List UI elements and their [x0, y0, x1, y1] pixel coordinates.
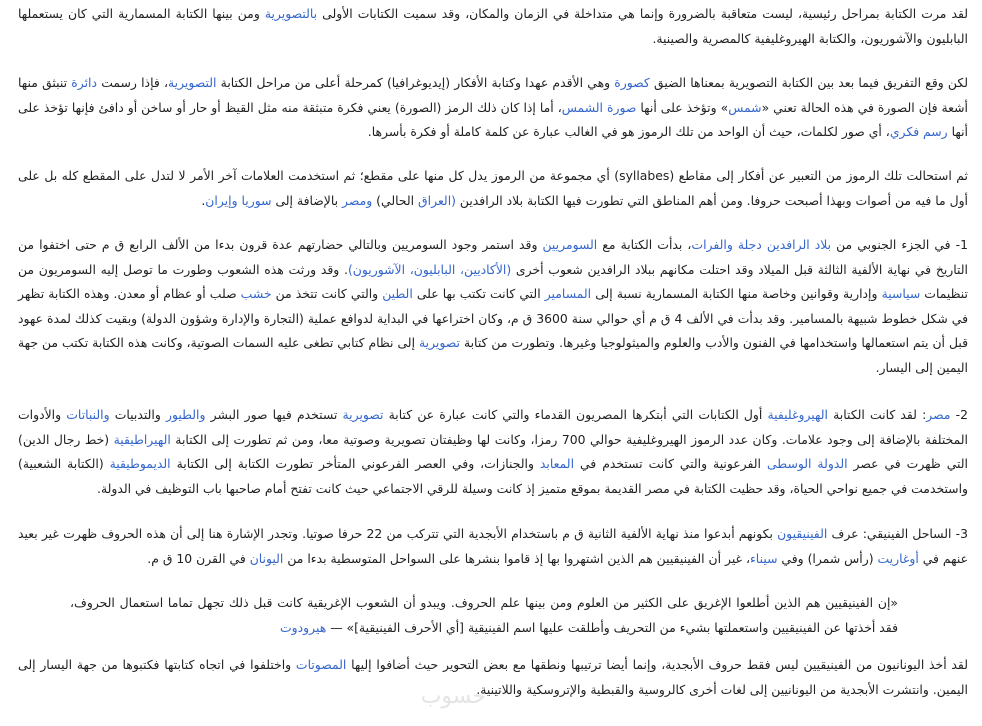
text: لقد مرت الكتابة بمراحل رئيسية، ليست متعاقبة بالضرورة وإنما هي متداخلة في الزمان والمكان، وقد سميت الكتابات الأولى	[317, 6, 969, 21]
link-akkadians[interactable]: (الأكاديين، البابليون، الآشوريون)	[347, 261, 512, 277]
text: 1- في الجزء الجنوبي من	[831, 237, 969, 252]
text: ثم استحالت تلك الرموز من التعبير عن أفكار إلى مقاطع (syllabes) أي مجموعة من الرموز يدل كل منها على مقطع؛ ثم استخدمت العلامات آخر الأمر لا لتدل على المقطع كله بل على أول ما فيه من أصوات وبهذا أصبحت حروفا. ومن أهم المناطق التي تطورت فيها الكتابة بلاد الرافدين	[18, 168, 968, 208]
text: » وتؤخذ على أنها	[636, 99, 729, 115]
text: ، فإذا رسمت	[97, 75, 168, 90]
text: ، غير أن الفينيقيين هم الذين اشتهروا بها إذ قاموا بنشرها على السواحل المتوسطية بدءا من	[283, 550, 750, 566]
link-mesopotamia[interactable]: بلاد الرافدين	[766, 237, 832, 252]
link-iran[interactable]: وإيران	[205, 192, 238, 208]
link-birds[interactable]: والطيور	[165, 407, 206, 422]
text: أول الكتابات التي أبتكرها المصريون القدماء والتي كانت عبارة عن كتابة	[383, 407, 768, 422]
paragraph-syllables	[18, 164, 968, 213]
text: في القرن 10 ق م.	[147, 550, 250, 566]
text: إلى نظام كتابي تطغى عليه السمات الصوتية، وكانت هذه الكتابة تكتب من جهة اليمين إلى اليسار.	[18, 335, 968, 375]
text: ، أي صور لكلمات، حيث أن الواحد من تلك الرموز هو في الغالب عبارة عن كلمة كاملة أو فكرة بأسرها.	[367, 124, 890, 139]
link-sumerians[interactable]: السومريين	[542, 237, 598, 252]
link-tigris-euphrates[interactable]: دجلة والفرات	[691, 237, 762, 252]
link-egypt[interactable]: مصر	[926, 407, 951, 422]
link-demotic[interactable]: الديموطيقية	[109, 456, 171, 471]
text: بالإضافة إلى	[271, 192, 343, 208]
text: والجنازات، وفي العصر الفرعوني المتأخر تطورت الكتابة إلى الكتابة	[170, 456, 540, 471]
text: تنبثق منها أشعة فإن الصورة في هذه الحالة تعني «	[18, 75, 968, 115]
link-nails[interactable]: المسامير	[544, 286, 592, 301]
text: 3- الساحل الفينيقي: عرف	[827, 526, 968, 541]
text: وقد استمر وجود السومريين وبالتالي حضارتهم عدة قرون بدءا من الألف الرابع ق م حتى اختفوا من التاريخ في نهاية الألفية الثالثة قبل الميلاد وقد احتلت مكانهم ببلاد الرافدين شعوب أخرى	[18, 237, 968, 277]
link-circle[interactable]: دائرة	[71, 75, 98, 90]
link-pictographic[interactable]: تصويرية	[342, 407, 384, 422]
text: لكن وقع التفريق فيما بعد بين الكتابة التصويرية بمعناها الضيق	[649, 75, 968, 90]
link-political[interactable]: سياسية	[881, 286, 921, 301]
text: 2-	[950, 407, 968, 422]
blockquote-herodotus	[70, 591, 898, 640]
text: . وقد ورثت هذه الشعوب وطورت ما توصل إليه السومريون من تنظيمات	[18, 261, 968, 301]
text: بكونهم أبدعوا منذ نهاية الألفية الثانية ق م باستخدام الأبجدية التي تتركب من 22 حرفا صوتيا. وتجدر الإشارة هنا إلى أن هذه الحروف ظهرت غير بعيد عنهم في	[18, 526, 968, 566]
text: (رأس شمرا) وفي	[777, 550, 878, 566]
text: الحالي)	[372, 192, 419, 208]
link-hieroglyphic[interactable]: الهيروغليفية	[767, 407, 828, 422]
link-ideogram[interactable]: رسم فكري	[889, 124, 948, 139]
link-sinai[interactable]: سيناء	[749, 550, 778, 566]
link-pictographic[interactable]: بالتصويرية	[264, 6, 318, 21]
paragraph-ideographic	[18, 71, 968, 145]
text: لقد أخذ اليونانيون من الفينيقيين ليس فقط حروف الأبجدية، وإنما أيضا ترتيبها ونطقها مع بعض التحوير حيث أضافوا إليها	[346, 657, 968, 672]
paragraph-writing-stages	[18, 2, 968, 51]
text: والأدوات المختلفة بالإضافة إلى وجود علامات. وكان عدد الرموز الهيروغليفية حوالي 700 رمزا، وكانت لها وظيفتان تصويرية وصوتية معا، ومن ثم تطورت إلى الكتابة	[18, 407, 968, 447]
paragraph-egypt	[18, 403, 968, 501]
text: واختلفوا في اتجاه كتابتها فكتبوها من جهة اليسار إلى اليمين. وانتشرت الأبجدية من اليونانيين إلى لغات أخرى كالروسية والقبطية والإتروسكية واللاتينية.	[18, 657, 968, 697]
text: وهي الأقدم عهدا وكتابة الأفكار (إيديوغرافيا) كمرحلة أعلى من مراحل الكتابة	[216, 75, 615, 90]
text: .	[201, 192, 206, 208]
link-pictographic[interactable]: التصويرية	[167, 75, 217, 90]
text: تستخدم فيها صور البشر	[205, 407, 343, 422]
link-iraq[interactable]: (العراق	[418, 192, 456, 208]
link-clay[interactable]: الطين	[382, 286, 413, 301]
paragraph-phoenicia	[18, 522, 968, 571]
text: ، بدأت الكتابة مع	[597, 237, 692, 252]
paragraph-mesopotamia	[18, 233, 968, 380]
quote-dash: —	[326, 619, 347, 635]
text: صلب أو عظام أو معدن. وهذه الكتابة تظهر في شكل خطوط شبيهة بالمسامير. وقد بدأت في الألف 4 ق م أي حوالي سنة 3600 ق م، وكان اختراعها في البداية لدوافع عملية (التجارة والإدارة وشؤون الدولة) وبقيت كذلك لمدة عهود قبل أن يتم استعمالها واستخدامها في الفنون والأدب والعلوم والميثولوجيا وغيرها. وتطورت من كتابة	[18, 286, 969, 350]
text: ، أما إذا كان ذلك الرمز (الصورة) يعني فكرة متبثقة منه مثل القيظ أو حار أو ساخن أو دافئ فإنها تؤخذ على أنها	[18, 99, 968, 139]
text: (خط رجال الدين) التي ظهرت في عصر	[18, 431, 968, 471]
link-phoenicians[interactable]: الفينيقيون	[777, 526, 828, 541]
link-syria[interactable]: سوريا	[241, 192, 272, 208]
paragraph-greek-alphabet	[18, 653, 968, 702]
text: : لقد كانت الكتابة	[827, 407, 927, 422]
link-plants[interactable]: والنباتات	[66, 407, 110, 422]
link-middle-kingdom[interactable]: الدولة الوسطى	[766, 456, 848, 471]
link-greece[interactable]: اليونان	[249, 550, 284, 566]
quote-text: «إن الفينيقيين هم الذين أطلعوا الإغريق على الكثير من العلوم ومن بينها علم الحروف. ويبدو أن الشعوب الإغريقية كانت قبل ذلك تجهل تماما استعمال الحروف، فقد أخذتها عن الفينيقيين واستعملتها بشيء من التحريف وأطلقت عليها اسم الفينيقية [أي الأحرف الفينيقية]»	[70, 595, 898, 635]
link-sun-image[interactable]: صورة الشمس	[561, 99, 637, 115]
text: ومن بينها الكتابة المسمارية التي كان يستعملها البابليون والآشوريون، والكتابة الهيروغليفية كالمصرية والصينية.	[18, 6, 968, 46]
text: والتي كانت تتخذ من	[271, 286, 383, 301]
link-pictographic[interactable]: تصويرية	[419, 335, 460, 350]
link-egypt[interactable]: ومصر	[342, 192, 373, 208]
text: (الكتابة الشعبية) واستخدمت في جميع نواحي الحياة، وقد حظيت الكتابة في مصر القديمة بموقع متميز إذ كانت وسيلة للرقي الاجتماعي حيث كانت تفتح أمام صاحبها باب التوظيف في الدولة.	[18, 456, 968, 496]
link-temples[interactable]: المعابد	[539, 456, 575, 471]
text: التي كانت تكتب بها على	[412, 286, 545, 301]
link-vowels[interactable]: المصوتات	[295, 657, 347, 672]
link-wood[interactable]: خشب	[240, 286, 272, 301]
text: وإدارية وقوانين وخاصة منها الكتابة المسمارية نسبة إلى	[591, 286, 882, 301]
watermark-logo: حسوب	[420, 684, 486, 709]
link-herodotus[interactable]: هيرودوت	[280, 619, 327, 635]
link-sun[interactable]: شمس	[728, 99, 762, 115]
text: الفرعونية والتي كانت تستخدم في	[574, 456, 767, 471]
text: والتدبيات	[109, 407, 166, 422]
link-image[interactable]: كصورة	[614, 75, 650, 90]
link-ugarit[interactable]: أوغاريت	[877, 550, 919, 566]
link-hieratic[interactable]: الهيراطيقية	[113, 431, 171, 447]
